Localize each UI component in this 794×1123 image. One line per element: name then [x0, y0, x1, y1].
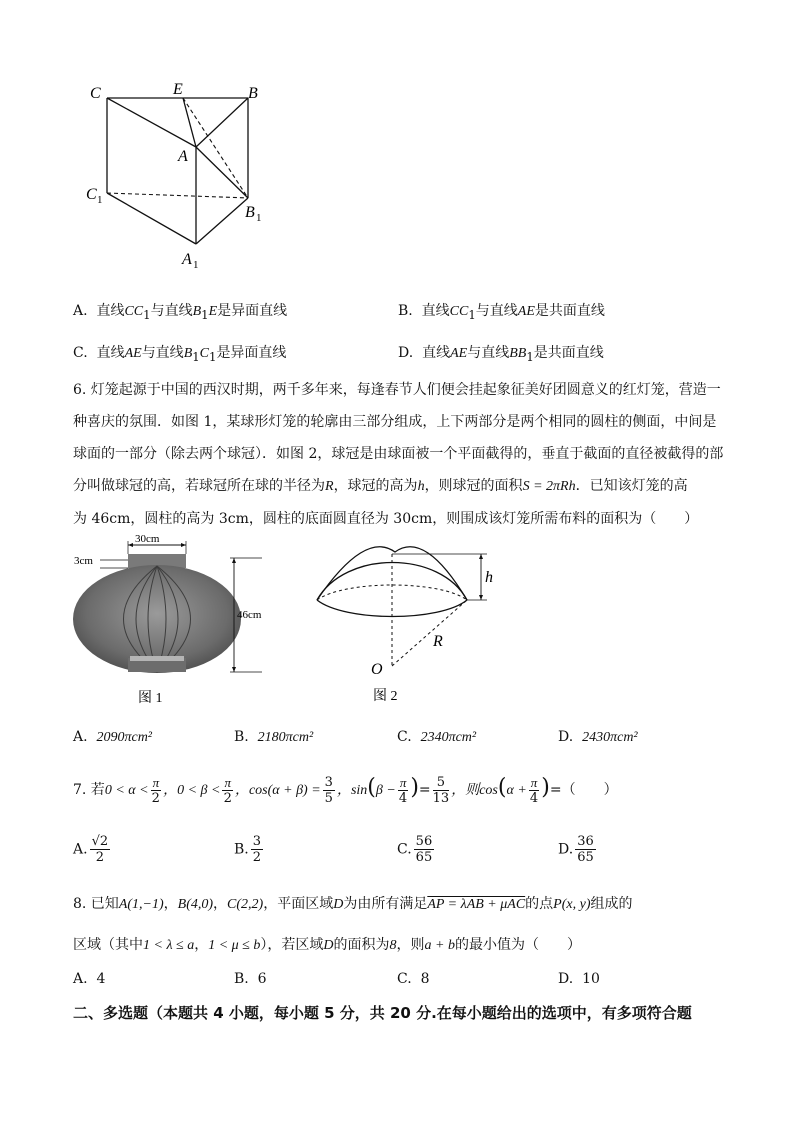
q7-option-a: A. $\frac{√2}{2}$ [73, 834, 109, 865]
label-B1-sub: 1 [256, 212, 262, 224]
label-A1: A [182, 251, 192, 268]
q6-line-4: 分叫做球冠的高，若球冠所在球的半径为R，球冠的高为h，则球冠的面积S = 2πRh．已知该灯笼的高 [73, 478, 688, 494]
q7-stem: 7. 若0 < α < $\frac{\pi}{2}$ ，0 < β < $\frac{\pi}{2}$ ，cos(α + β) = $\frac{3}{5}$ ，sin(β − $\frac{\pi}{4}$ )= $\frac{5}{13}$ ，则cos(α + $\frac{\pi}{4}$ )=（ ） [73, 774, 618, 806]
lantern-dim-left: 3cm [74, 555, 93, 567]
label-C: C [90, 85, 101, 102]
q6-option-b: B. 2180πcm² [234, 729, 314, 745]
q5-option-d: D. 直线AE与直线$BB_1$是共面直线 [398, 345, 604, 364]
lantern-dim-top: 30cm [135, 533, 160, 545]
label-E: E [173, 81, 183, 98]
q6-line-2: 种喜庆的氛围．如图 1，某球形灯笼的轮廓由三部分组成，上下两部分是两个相同的圆柱的侧面，中间是 [73, 414, 717, 430]
q5-option-b: B. 直线$CC_1$与直线AE是共面直线 [398, 303, 605, 322]
q6-line-1: 6. 灯笼起源于中国的西汉时期，两千多年来，每逢春节人们便会挂起象征美好团圆意义的红灯笼，营造一 [73, 382, 721, 398]
q8-option-d: D. 10 [558, 971, 600, 987]
cap-label-h: h [485, 569, 493, 586]
prism-figure [80, 78, 280, 270]
lantern-figure [70, 532, 280, 712]
q8-option-c: C. 8 [397, 971, 430, 987]
q6-line-5: 为 46cm，圆柱的高为 3cm，圆柱的底面圆直径为 30cm，则围成该灯笼所需布料的面积为（ ） [73, 511, 699, 527]
label-A1-sub: 1 [193, 259, 199, 270]
q8-line-1: 8. 已知A(1,−1)，B(4,0)，C(2,2)，平面区域D为由所有满足AP = λAB + μAC的点P(x, y)组成的 [73, 896, 633, 912]
q7-option-b: B. $\frac{3}{2}$ [234, 834, 262, 865]
fig2-caption: 图 2 [373, 689, 398, 704]
cap-label-O: O [371, 661, 383, 678]
q8-option-b: B. 6 [234, 971, 267, 987]
fig1-caption: 图 1 [138, 691, 163, 706]
label-A: A [178, 148, 188, 165]
label-B: B [248, 85, 258, 102]
label-C1: C [86, 186, 97, 203]
q8-option-a: A. 4 [73, 971, 106, 987]
label-C1-sub: 1 [97, 194, 103, 206]
q7-option-d: D. $\frac{36}{65}$ [558, 834, 594, 865]
q5-option-a: A. 直线$CC_1$与直线$B_1E$是异面直线 [73, 303, 288, 322]
q7-option-c: C. $\frac{56}{65}$ [397, 834, 433, 865]
cap-figure [305, 540, 505, 710]
q8-line-2: 区域（其中1 < λ ≤ a，1 < μ ≤ b），若区域D的面积为8，则a + b的最小值为（ ） [73, 937, 581, 953]
q6-stem [73, 377, 733, 532]
section-heading: 二、多选题（本题共 4 小题，每小题 5 分，共 20 分.在每小题给出的选项中，有多项符合题 [73, 1004, 692, 1022]
q6-line-3: 球面的一部分（除去两个球冠）．如图 2，球冠是由球面被一个平面截得的，垂直于截面的直径被截得的部 [73, 446, 724, 462]
label-B1: B [245, 204, 255, 221]
q6-option-d: D. 2430πcm² [558, 729, 638, 745]
lantern-dim-right: 46cm [237, 609, 262, 621]
q5-option-c: C. 直线AE与直线$B_1C_1$是异面直线 [73, 345, 287, 364]
cap-label-R: R [433, 633, 443, 650]
q6-option-c: C. 2340πcm² [397, 729, 477, 745]
q6-option-a: A. 2090πcm² [73, 729, 153, 745]
